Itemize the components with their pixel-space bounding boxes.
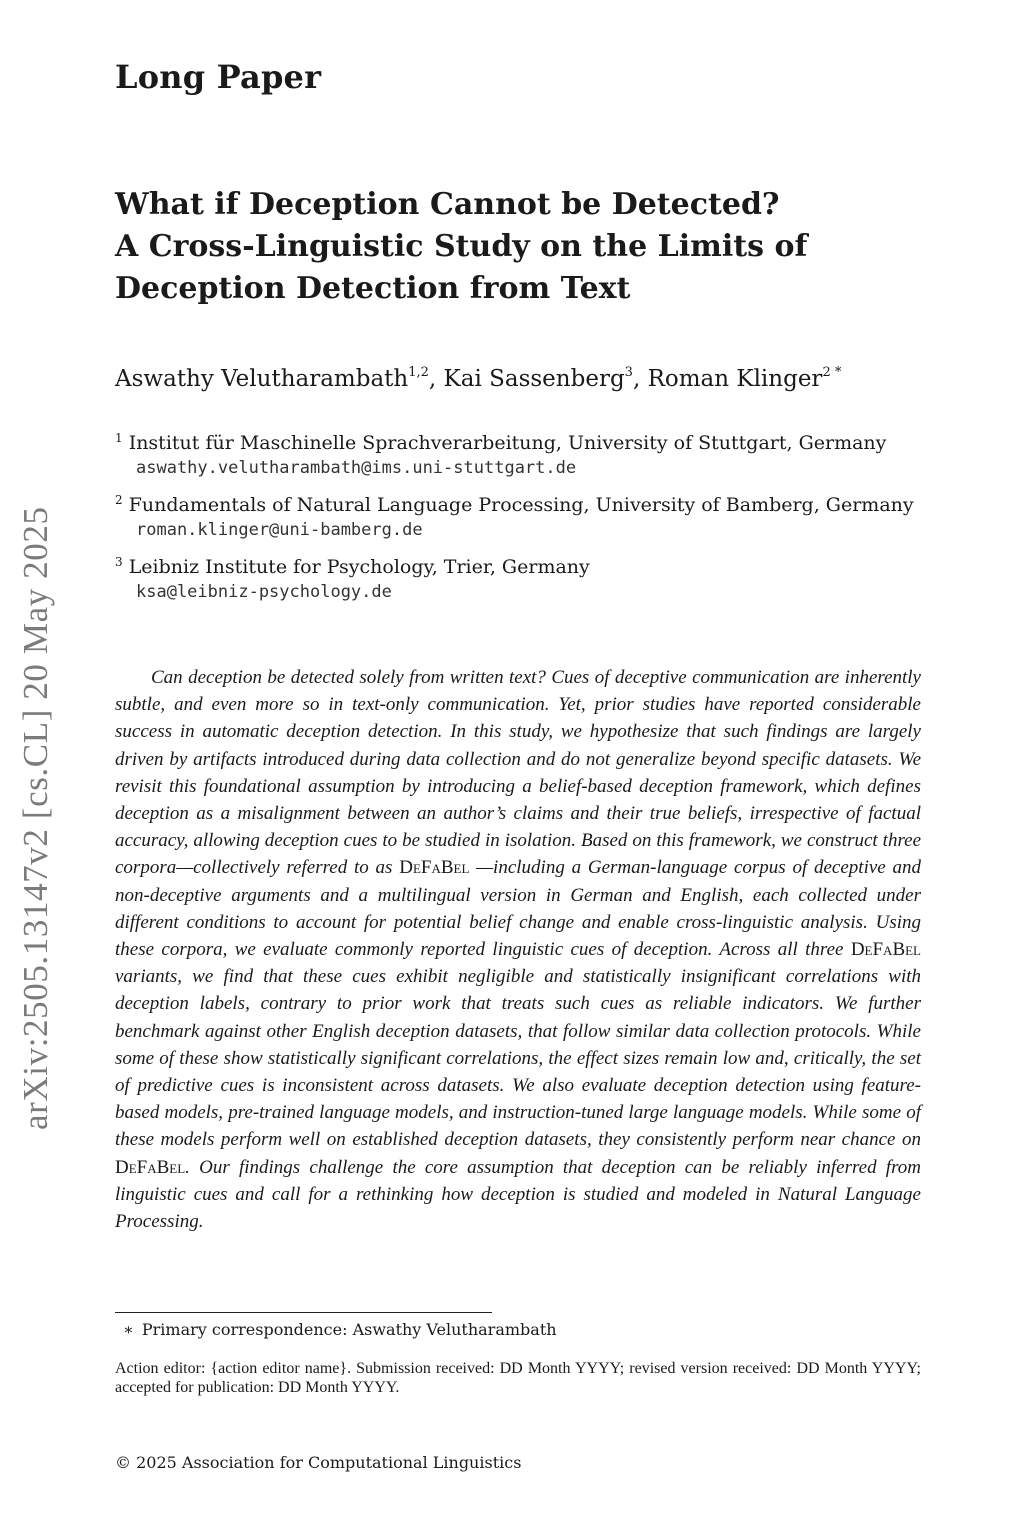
abstract-text: . Our findings challenge the core assumption that deception can be reliably inferred from linguistic cues and call for a rethinking how deception is studied and modeled in Natural Language Processing. xyxy=(115,1156,921,1233)
footnote-mark: ∗ xyxy=(123,1320,134,1339)
affiliation-email[interactable]: ksa@leibniz-psychology.de xyxy=(136,582,392,602)
footnote-divider xyxy=(115,1312,492,1313)
affiliation-name: Institut für Maschinelle Sprachverarbeitung, University of Stuttgart, Germany xyxy=(128,432,887,454)
author-affil-mark: 3 xyxy=(624,365,633,380)
copyright-notice: © 2025 Association for Computational Linguistics xyxy=(115,1453,522,1472)
affiliation-name: Fundamentals of Natural Language Processing, University of Bamberg, Germany xyxy=(128,494,914,516)
paper-type-header: Long Paper xyxy=(115,58,322,96)
editor-note: Action editor: {action editor name}. Submission received: DD Month YYYY; revised version received: DD Month YYYY; accepted for publication: DD Month YYYY. xyxy=(115,1360,921,1396)
affiliation-number: 2 xyxy=(115,493,123,507)
affiliation-email[interactable]: aswathy.velutharambath@ims.uni-stuttgart.de xyxy=(136,458,577,478)
abstract-text: variants, we find that these cues exhibit negligible and statistically insignificant correlations with deception labels, contrary to prior work that treats such cues as reliable indicators. We further benchmark against other English deception datasets, that follow similar data collection protocols. While some of these show statistically significant correlations, the effect sizes remain low and, critically, the set of predictive cues is inconsistent across datasets. We also evaluate deception detection using feature-based models, pre-trained language models, and instruction-tuned large language models. While some of these models perform well on established deception datasets, they consistently perform near chance on xyxy=(115,966,921,1151)
affiliation-number: 3 xyxy=(115,555,123,569)
author-affil-mark: 2 * xyxy=(822,365,842,380)
author-name: Aswathy Velutharambath xyxy=(115,366,409,392)
paper-title xyxy=(115,184,895,310)
footnote xyxy=(123,1320,557,1339)
dataset-name: DeFaBel xyxy=(399,857,470,879)
abstract-text: Can deception be detected solely from written text? Cues of deceptive communication are inherently subtle, and even more so in text-only communication. Yet, prior studies have reported considerable success in automatic deception detection. In this study, we hypothesize that such findings are largely driven by artifacts introduced during data collection and do not generalize beyond specific datasets. We revisit this foundational assumption by introducing a belief-based deception framework, which defines deception as a misalignment between an author’s claims and their true beliefs, irrespective of factual accuracy, allowing deception cues to be studied in isolation. Based on this framework, we construct three corpora—collectively referred to as xyxy=(115,667,921,879)
author-name: Roman Klinger xyxy=(647,366,823,392)
author-name: Kai Sassenberg xyxy=(443,366,625,392)
affiliation xyxy=(115,492,935,542)
footnote-text: Primary correspondence: Aswathy Velutharambath xyxy=(141,1320,557,1339)
affiliation-list xyxy=(115,430,935,616)
title-line-2: A Cross-Linguistic Study on the Limits of xyxy=(115,229,808,264)
dataset-name: DeFaBel xyxy=(850,939,921,961)
dataset-name: DeFaBel xyxy=(115,1156,186,1178)
abstract-text: —including a German-language corpus of deceptive and non-deceptive arguments and a multilingual version in German and English, each collected under different conditions to account for potential belief change and enable cross-linguistic analysis. Using these corpora, we evaluate commonly reported linguistic cues of deception. Across all three xyxy=(115,857,921,961)
affiliation xyxy=(115,554,935,604)
arxiv-identifier-stamp: arXiv:2505.13147v2 [cs.CL] 20 May 2025 xyxy=(16,506,55,1130)
abstract xyxy=(115,664,921,1235)
author-list: Aswathy Velutharambath$^{1,2}$, Kai Sassenberg$^3$, Roman Klinger$^{2 *}$ xyxy=(115,365,842,392)
author-affil-mark: 1,2 xyxy=(408,365,429,380)
affiliation-email[interactable]: roman.klinger@uni-bamberg.de xyxy=(136,520,423,540)
affiliation-name: Leibniz Institute for Psychology, Trier, Germany xyxy=(128,556,590,578)
affiliation-number: 1 xyxy=(115,431,123,445)
title-line-3: Deception Detection from Text xyxy=(115,271,631,306)
affiliation xyxy=(115,430,935,480)
title-line-1: What if Deception Cannot be Detected? xyxy=(115,187,780,222)
